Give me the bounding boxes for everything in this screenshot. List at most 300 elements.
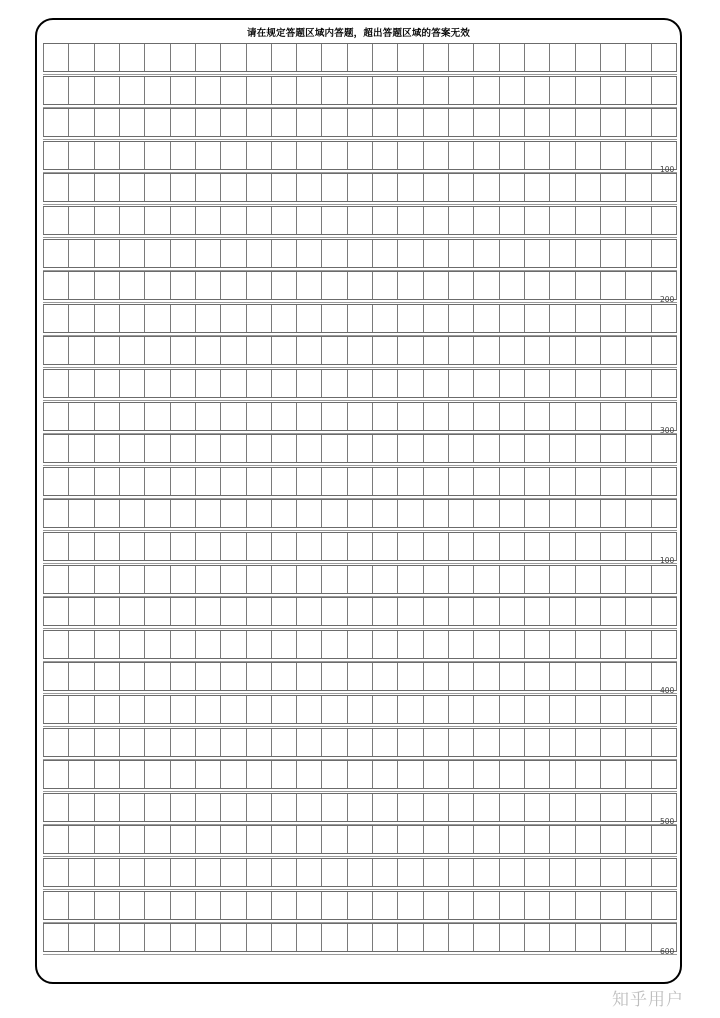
grid-cell[interactable] [473,272,498,299]
grid-cell[interactable] [119,566,144,593]
grid-cell[interactable] [347,77,372,104]
grid-cell[interactable] [43,500,68,527]
grid-cell[interactable] [195,500,220,527]
grid-cell[interactable] [170,631,195,658]
grid-cell[interactable] [119,207,144,234]
grid-cell[interactable] [43,403,68,430]
grid-cell[interactable] [119,370,144,397]
grid-cell[interactable] [271,663,296,690]
grid-cell[interactable] [499,500,524,527]
grid-cell[interactable] [524,207,549,234]
grid-cell[interactable] [499,109,524,136]
grid-cell[interactable] [423,794,448,821]
grid-cell[interactable] [473,598,498,625]
grid-cell[interactable] [68,272,93,299]
grid-cell[interactable] [372,468,397,495]
grid-cell[interactable] [651,892,677,919]
grid-cell[interactable] [347,272,372,299]
grid-cell[interactable] [524,533,549,560]
grid-cell[interactable] [170,109,195,136]
grid-cell[interactable] [220,370,245,397]
grid-cell[interactable] [220,44,245,71]
grid-cell[interactable] [43,240,68,267]
grid-cell[interactable] [271,77,296,104]
grid-cell[interactable] [524,305,549,332]
grid-cell[interactable] [119,761,144,788]
grid-cell[interactable] [68,826,93,853]
grid-cell[interactable] [524,631,549,658]
grid-cell[interactable] [43,859,68,886]
grid-cell[interactable] [170,305,195,332]
grid-cell[interactable] [499,305,524,332]
grid-cell[interactable] [94,631,119,658]
grid-cell[interactable] [372,924,397,951]
grid-cell[interactable] [549,924,574,951]
grid-cell[interactable] [144,696,169,723]
grid-cell[interactable] [423,598,448,625]
grid-cell[interactable] [575,892,600,919]
grid-cell[interactable] [524,761,549,788]
grid-cell[interactable] [473,500,498,527]
grid-cell[interactable] [195,631,220,658]
grid-cell[interactable] [246,370,271,397]
grid-cell[interactable] [423,631,448,658]
grid-cell[interactable] [600,533,625,560]
grid-cell[interactable] [220,566,245,593]
grid-cell[interactable] [600,826,625,853]
grid-cell[interactable] [271,109,296,136]
grid-cell[interactable] [397,696,422,723]
grid-cell[interactable] [423,533,448,560]
grid-cell[interactable] [347,109,372,136]
grid-cell[interactable] [43,174,68,201]
grid-cell[interactable] [246,729,271,756]
grid-cell[interactable] [575,533,600,560]
grid-cell[interactable] [195,305,220,332]
grid-cell[interactable] [296,337,321,364]
grid-cell[interactable] [271,272,296,299]
grid-cell[interactable] [575,631,600,658]
grid-cell[interactable] [423,924,448,951]
grid-cell[interactable] [220,892,245,919]
grid-cell[interactable] [296,924,321,951]
grid-cell[interactable] [94,370,119,397]
grid-cell[interactable] [246,794,271,821]
grid-cell[interactable] [448,403,473,430]
grid-cell[interactable] [473,533,498,560]
grid-cell[interactable] [347,663,372,690]
grid-cell[interactable] [448,240,473,267]
grid-cell[interactable] [347,631,372,658]
grid-cell[interactable] [68,305,93,332]
grid-cell[interactable] [94,44,119,71]
grid-cell[interactable] [296,761,321,788]
grid-cell[interactable] [600,403,625,430]
grid-cell[interactable] [473,729,498,756]
grid-cell[interactable] [397,44,422,71]
grid-cell[interactable] [473,468,498,495]
grid-cell[interactable] [499,337,524,364]
grid-cell[interactable] [499,533,524,560]
grid-cell[interactable] [246,663,271,690]
grid-cell[interactable] [397,240,422,267]
grid-cell[interactable] [94,174,119,201]
grid-cell[interactable] [119,729,144,756]
grid-cell[interactable] [271,403,296,430]
grid-cell[interactable] [499,826,524,853]
grid-cell[interactable] [321,142,346,169]
grid-cell[interactable] [144,892,169,919]
grid-cell[interactable] [575,435,600,462]
grid-cell[interactable] [144,729,169,756]
grid-cell[interactable] [499,663,524,690]
grid-cell[interactable] [423,729,448,756]
grid-cell[interactable] [144,240,169,267]
grid-cell[interactable] [144,272,169,299]
grid-cell[interactable] [600,500,625,527]
grid-cell[interactable] [68,794,93,821]
grid-cell[interactable] [473,631,498,658]
grid-cell[interactable] [321,468,346,495]
grid-cell[interactable] [246,403,271,430]
grid-cell[interactable] [170,500,195,527]
grid-cell[interactable] [94,598,119,625]
grid-cell[interactable] [296,109,321,136]
grid-cell[interactable] [423,500,448,527]
grid-cell[interactable] [524,109,549,136]
grid-cell[interactable] [575,77,600,104]
grid-cell[interactable] [296,240,321,267]
grid-cell[interactable] [43,44,68,71]
grid-cell[interactable] [625,566,650,593]
grid-cell[interactable] [372,370,397,397]
grid-cell[interactable] [625,272,650,299]
grid-cell[interactable] [600,337,625,364]
grid-cell[interactable] [549,794,574,821]
grid-cell[interactable] [271,696,296,723]
grid-cell[interactable] [195,337,220,364]
grid-cell[interactable] [144,663,169,690]
grid-cell[interactable] [246,631,271,658]
grid-cell[interactable] [372,109,397,136]
grid-cell[interactable] [448,598,473,625]
grid-cell[interactable] [372,696,397,723]
grid-cell[interactable] [170,729,195,756]
grid-cell[interactable] [600,663,625,690]
grid-cell[interactable] [575,109,600,136]
grid-cell[interactable] [473,435,498,462]
grid-cell[interactable] [499,859,524,886]
grid-cell[interactable] [524,44,549,71]
grid-cell[interactable] [220,77,245,104]
grid-cell[interactable] [600,794,625,821]
grid-cell[interactable] [549,77,574,104]
grid-cell[interactable] [625,403,650,430]
grid-cell[interactable] [144,207,169,234]
grid-cell[interactable] [423,272,448,299]
grid-cell[interactable] [321,566,346,593]
grid-cell[interactable] [397,794,422,821]
grid-cell[interactable] [372,859,397,886]
grid-cell[interactable] [220,631,245,658]
grid-cell[interactable] [549,305,574,332]
grid-cell[interactable] [296,500,321,527]
grid-cell[interactable] [119,174,144,201]
grid-cell[interactable] [575,598,600,625]
grid-cell[interactable] [397,729,422,756]
grid-cell[interactable] [119,924,144,951]
grid-cell[interactable] [347,370,372,397]
grid-cell[interactable] [94,272,119,299]
grid-cell[interactable] [549,859,574,886]
grid-cell[interactable] [68,207,93,234]
grid-cell[interactable] [144,761,169,788]
grid-cell[interactable] [575,468,600,495]
grid-cell[interactable] [575,663,600,690]
grid-cell[interactable] [195,207,220,234]
grid-cell[interactable] [448,663,473,690]
grid-cell[interactable] [296,566,321,593]
grid-cell[interactable] [625,44,650,71]
grid-cell[interactable] [397,142,422,169]
grid-cell[interactable] [372,892,397,919]
grid-cell[interactable] [423,109,448,136]
grid-cell[interactable] [43,663,68,690]
grid-cell[interactable] [448,109,473,136]
grid-cell[interactable] [423,207,448,234]
grid-cell[interactable] [651,435,677,462]
grid-cell[interactable] [321,892,346,919]
grid-cell[interactable] [271,370,296,397]
grid-cell[interactable] [68,859,93,886]
grid-cell[interactable] [423,566,448,593]
grid-cell[interactable] [549,631,574,658]
grid-cell[interactable] [220,533,245,560]
grid-cell[interactable] [246,598,271,625]
grid-cell[interactable] [68,403,93,430]
grid-cell[interactable] [321,826,346,853]
grid-cell[interactable] [347,500,372,527]
grid-cell[interactable] [499,924,524,951]
grid-cell[interactable] [321,794,346,821]
grid-cell[interactable] [119,533,144,560]
grid-cell[interactable] [321,174,346,201]
grid-cell[interactable] [296,892,321,919]
grid-cell[interactable] [68,761,93,788]
grid-cell[interactable] [195,403,220,430]
grid-cell[interactable] [448,435,473,462]
grid-cell[interactable] [94,403,119,430]
grid-cell[interactable] [549,566,574,593]
grid-cell[interactable] [220,468,245,495]
grid-cell[interactable] [651,77,677,104]
grid-cell[interactable] [499,44,524,71]
grid-cell[interactable] [119,859,144,886]
grid-cell[interactable] [625,631,650,658]
grid-cell[interactable] [524,272,549,299]
grid-cell[interactable] [144,44,169,71]
grid-cell[interactable] [448,207,473,234]
grid-cell[interactable] [170,142,195,169]
grid-cell[interactable] [68,435,93,462]
grid-cell[interactable] [43,272,68,299]
grid-cell[interactable] [68,533,93,560]
grid-cell[interactable] [220,500,245,527]
grid-cell[interactable] [549,468,574,495]
grid-cell[interactable] [144,109,169,136]
grid-cell[interactable] [43,761,68,788]
grid-cell[interactable] [170,826,195,853]
grid-cell[interactable] [144,370,169,397]
grid-cell[interactable] [271,794,296,821]
grid-cell[interactable] [347,468,372,495]
grid-cell[interactable] [625,240,650,267]
grid-cell[interactable] [651,761,677,788]
grid-cell[interactable] [94,500,119,527]
grid-cell[interactable] [246,272,271,299]
grid-cell[interactable] [448,142,473,169]
grid-cell[interactable] [625,761,650,788]
grid-cell[interactable] [473,337,498,364]
grid-cell[interactable] [625,77,650,104]
grid-cell[interactable] [68,500,93,527]
grid-cell[interactable] [448,696,473,723]
grid-cell[interactable] [246,924,271,951]
grid-cell[interactable] [473,207,498,234]
grid-cell[interactable] [397,533,422,560]
grid-cell[interactable] [321,305,346,332]
grid-cell[interactable] [296,207,321,234]
grid-cell[interactable] [170,240,195,267]
grid-cell[interactable] [549,435,574,462]
grid-cell[interactable] [220,598,245,625]
grid-cell[interactable] [94,892,119,919]
grid-cell[interactable] [651,468,677,495]
grid-cell[interactable] [625,207,650,234]
grid-cell[interactable] [397,761,422,788]
grid-cell[interactable] [321,696,346,723]
grid-cell[interactable] [397,500,422,527]
grid-cell[interactable] [119,500,144,527]
grid-cell[interactable] [321,403,346,430]
grid-cell[interactable] [296,663,321,690]
grid-cell[interactable] [625,598,650,625]
grid-cell[interactable] [321,631,346,658]
grid-cell[interactable] [271,337,296,364]
grid-cell[interactable] [473,663,498,690]
grid-cell[interactable] [575,859,600,886]
grid-cell[interactable] [321,500,346,527]
grid-cell[interactable] [246,240,271,267]
grid-cell[interactable] [625,109,650,136]
grid-cell[interactable] [448,924,473,951]
grid-cell[interactable] [271,305,296,332]
grid-cell[interactable] [195,44,220,71]
grid-cell[interactable] [372,533,397,560]
grid-cell[interactable] [220,337,245,364]
grid-cell[interactable] [600,729,625,756]
grid-cell[interactable] [651,598,677,625]
grid-cell[interactable] [195,370,220,397]
grid-cell[interactable] [372,142,397,169]
grid-cell[interactable] [625,468,650,495]
grid-cell[interactable] [347,566,372,593]
grid-cell[interactable] [119,44,144,71]
grid-cell[interactable] [321,370,346,397]
grid-cell[interactable] [271,533,296,560]
grid-cell[interactable] [600,924,625,951]
grid-cell[interactable] [321,77,346,104]
grid-cell[interactable] [397,370,422,397]
grid-cell[interactable] [347,403,372,430]
grid-cell[interactable] [43,696,68,723]
grid-cell[interactable] [296,794,321,821]
grid-cell[interactable] [372,44,397,71]
grid-cell[interactable] [397,826,422,853]
grid-cell[interactable] [119,598,144,625]
grid-cell[interactable] [347,435,372,462]
grid-cell[interactable] [347,174,372,201]
grid-cell[interactable] [397,109,422,136]
grid-cell[interactable] [397,174,422,201]
grid-cell[interactable] [246,44,271,71]
grid-cell[interactable] [68,109,93,136]
grid-cell[interactable] [448,370,473,397]
grid-cell[interactable] [448,826,473,853]
grid-cell[interactable] [423,826,448,853]
grid-cell[interactable] [43,142,68,169]
grid-cell[interactable] [94,142,119,169]
grid-cell[interactable] [524,403,549,430]
grid-cell[interactable] [423,859,448,886]
grid-cell[interactable] [94,468,119,495]
grid-cell[interactable] [170,272,195,299]
grid-cell[interactable] [524,794,549,821]
grid-cell[interactable] [119,240,144,267]
grid-cell[interactable] [119,696,144,723]
grid-cell[interactable] [271,892,296,919]
grid-cell[interactable] [625,370,650,397]
grid-cell[interactable] [195,924,220,951]
grid-cell[interactable] [144,826,169,853]
grid-cell[interactable] [600,435,625,462]
grid-cell[interactable] [347,533,372,560]
grid-cell[interactable] [651,826,677,853]
grid-cell[interactable] [651,631,677,658]
grid-cell[interactable] [195,696,220,723]
grid-cell[interactable] [220,240,245,267]
grid-cell[interactable] [397,435,422,462]
grid-cell[interactable] [625,859,650,886]
grid-cell[interactable] [170,468,195,495]
grid-cell[interactable] [144,435,169,462]
grid-cell[interactable] [448,500,473,527]
grid-cell[interactable] [600,892,625,919]
grid-cell[interactable] [170,663,195,690]
grid-cell[interactable] [448,77,473,104]
grid-cell[interactable] [68,468,93,495]
grid-cell[interactable] [423,44,448,71]
grid-cell[interactable] [549,337,574,364]
grid-cell[interactable] [94,566,119,593]
grid-cell[interactable] [271,468,296,495]
grid-cell[interactable] [94,729,119,756]
grid-cell[interactable] [575,566,600,593]
grid-cell[interactable] [397,468,422,495]
grid-cell[interactable] [271,240,296,267]
grid-cell[interactable] [94,924,119,951]
grid-cell[interactable] [296,77,321,104]
